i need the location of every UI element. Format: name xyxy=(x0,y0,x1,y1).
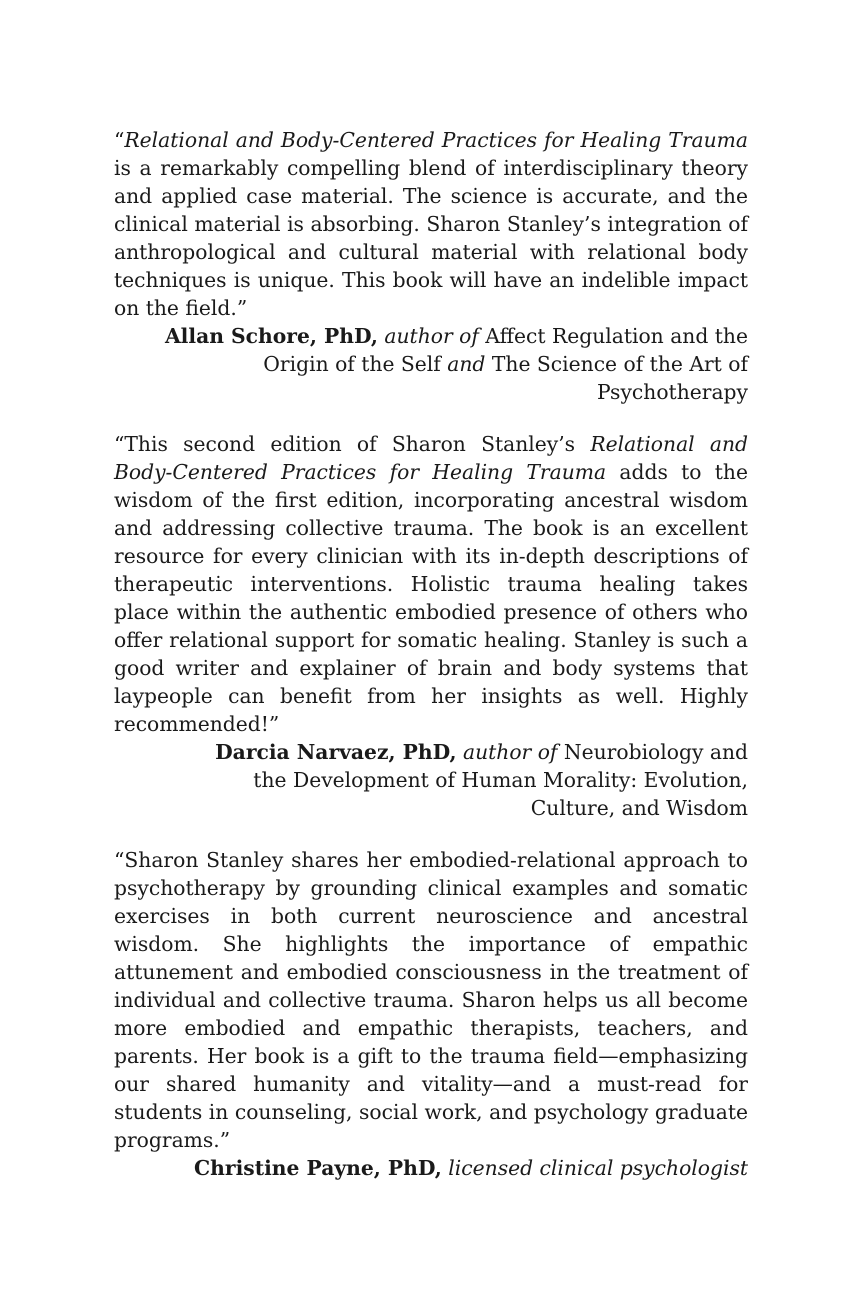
endorser-name: Christine Payne, PhD, xyxy=(194,1156,442,1180)
endorser-work: the Development of Human Morality: Evolution, xyxy=(253,768,748,792)
quote-open-mark: “ xyxy=(114,128,125,152)
endorser-work: Neurobiology and xyxy=(563,740,748,764)
endorsement-attribution xyxy=(114,322,748,406)
endorsement-narvaez xyxy=(114,430,748,822)
endorsement-schore xyxy=(114,126,748,406)
endorsement-quote xyxy=(114,126,748,322)
endorser-role: author of xyxy=(384,324,479,348)
book-title: Relational and Body-Centered Practices for Healing Trauma xyxy=(114,432,749,484)
endorser-name: Allan Schore, PhD, xyxy=(164,324,378,348)
endorsement-quote xyxy=(114,846,748,1154)
endorsement-attribution xyxy=(114,738,748,822)
endorser-name: Darcia Narvaez, PhD, xyxy=(215,740,457,764)
book-title: Relational and Body-Centered Practices for Healing Trauma xyxy=(124,128,748,152)
endorser-work: Affect Regulation and the Origin of the Self xyxy=(263,324,748,376)
endorser-work: The Science of the Art of Psychotherapy xyxy=(491,352,748,404)
endorsements-page xyxy=(114,126,748,1206)
endorsement-payne xyxy=(114,846,748,1182)
conjunction: and xyxy=(447,352,486,376)
quote-text: “Sharon Stanley shares her embodied-relational approach to psychotherapy by grounding clinical examples and somatic exercises in both current neuroscience and ancestral wisdom. She highlights the importance of empathic attunement and embodied consciousness in the treatment of individual and collective trauma. Sharon helps us all become more embodied and empathic therapists, teachers, and parents. Her book is a gift to the trauma field—emphasizing our shared humanity and vitality—and a must-read for students in counseling, social work, and psychology graduate programs.” xyxy=(114,848,748,1152)
endorsement-quote xyxy=(114,430,748,738)
endorser-work: Culture, and Wisdom xyxy=(530,796,748,820)
quote-text: “This second edition of Sharon Stanley’s xyxy=(114,432,591,456)
endorsement-attribution xyxy=(114,1154,748,1182)
quote-text: is a remarkably compelling blend of interdisciplinary theory and applied case material. The science is accurate, and the clinical material is absorbing. Sharon Stanley’s integration of anthropological and cultural material with relational body techniques is unique. This book will have an indelible impact on the field.” xyxy=(114,156,748,320)
quote-text: adds to the wisdom of the first edition, incorporating ancestral wisdom and addressing collective trauma. The book is an excellent resource for every clinician with its in-depth descriptions of therapeutic interventions. Holistic trauma healing takes place within the authentic embodied presence of others who offer relational support for somatic healing. Stanley is such a good writer and explainer of brain and body systems that laypeople can benefit from her insights as well. Highly recommended!” xyxy=(114,460,748,736)
endorser-role: author of xyxy=(462,740,558,764)
endorser-role: licensed clinical psychologist xyxy=(448,1156,748,1180)
